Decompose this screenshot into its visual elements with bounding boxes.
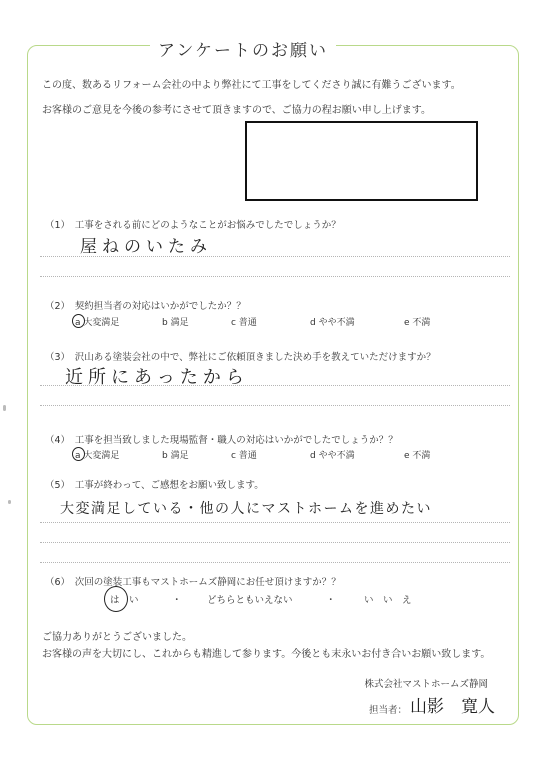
staff-name: 山影 寛人	[410, 697, 495, 717]
scan-speck	[8, 500, 11, 504]
q2-option-c[interactable]: c 普通	[231, 318, 257, 328]
q4-option-d[interactable]: d やや不満	[310, 451, 355, 461]
answer-line	[40, 256, 510, 257]
closing-line-2: お客様の声を大切にし、これからも精進して参ります。今後とも末永いお付き合いお願い致します。	[42, 649, 491, 660]
question-6-label: （6） 次回の塗装工事もマストホームズ静岡にお任せ頂けますか？？	[45, 577, 341, 588]
question-3-label: （3） 沢山ある塗装会社の中で、弊社にご依頼頂きました決め手を教えていただけますか？	[45, 352, 436, 363]
q4-option-c[interactable]: c 普通	[231, 451, 257, 461]
company-name: 株式会社マストホームズ静岡	[364, 679, 488, 690]
q6-option-no[interactable]: い い え	[364, 595, 412, 606]
question-4-label: （4） 工事を担当致しました現場監督・職人の対応はいかがでしたでしょうか？？	[45, 435, 398, 446]
staff-label: 担当者：	[369, 705, 408, 716]
answer-line	[40, 522, 510, 523]
question-6-options	[0, 592, 543, 606]
intro-line-1: この度、数あるリフォーム会社の中より弊社にて工事をしてくださり誠に有難うございます。	[42, 80, 461, 91]
q2-selected-circle	[72, 314, 85, 328]
question-1-answer: 屋ねのいたみ	[80, 237, 212, 257]
q6-separator-2: ・	[326, 595, 336, 606]
answer-line	[40, 385, 510, 386]
answer-line	[40, 276, 510, 277]
q6-selected-circle	[104, 586, 128, 612]
answer-line	[40, 562, 510, 563]
q4-option-a[interactable]: a 大変満足	[75, 451, 120, 461]
q4-option-b[interactable]: b 満足	[162, 451, 189, 461]
question-3-answer: 近所にあったから	[65, 367, 249, 388]
q2-option-e[interactable]: e 不満	[404, 318, 431, 328]
question-2-label: （2） 契約担当者の対応はいかがでしたか？？	[45, 301, 246, 312]
q6-option-yes[interactable]: は い	[110, 595, 139, 606]
q2-option-b[interactable]: b 満足	[162, 318, 189, 328]
q4-option-e[interactable]: e 不満	[404, 451, 431, 461]
question-5-answer: 大変満足している・他の人にマストホームを進めたい	[60, 501, 432, 517]
q4-selected-circle	[72, 447, 85, 461]
q6-separator-1: ・	[172, 595, 182, 606]
q2-option-d[interactable]: d やや不満	[310, 318, 355, 328]
intro-line-2: お客様のご意見を今後の参考にさせて頂きますので、ご協力の程お願い申し上げます。	[42, 105, 431, 116]
question-5-label: （5） 工事が終わって、ご感想をお願い致します。	[45, 480, 264, 491]
closing-line-1: ご協力ありがとうございました。	[42, 632, 192, 643]
answer-line	[40, 405, 510, 406]
question-1-label: （1） 工事をされる前にどのようなことがお悩みでしたでしょうか？	[45, 220, 341, 231]
answer-line	[40, 542, 510, 543]
q6-option-neither[interactable]: どちらともいえない	[207, 595, 293, 606]
page-title: アンケートのお願い	[150, 36, 336, 61]
scan-speck	[3, 405, 6, 411]
redacted-box	[245, 121, 478, 201]
q2-option-a[interactable]: a 大変満足	[75, 318, 120, 328]
